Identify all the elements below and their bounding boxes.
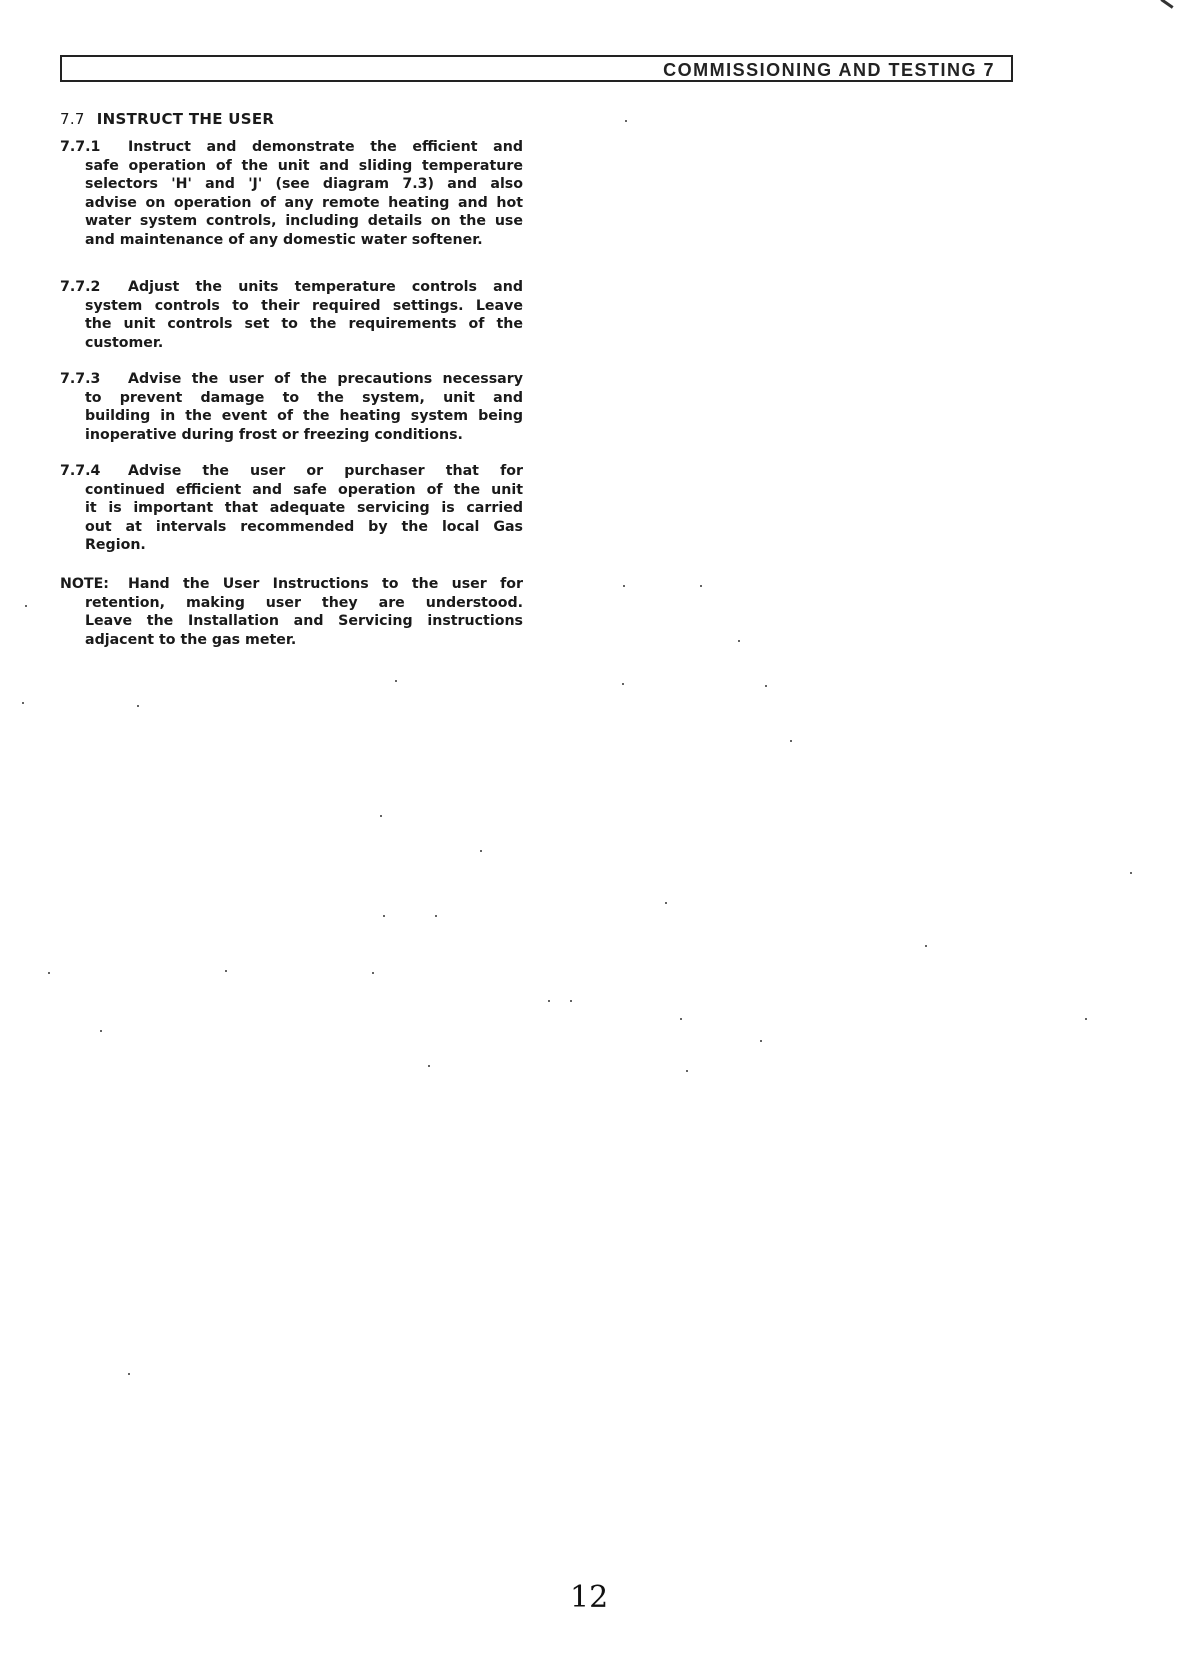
paragraph-line: 7.7.1 Instruct and demonstrate the efficient and: [60, 139, 523, 155]
scan-speck: [790, 740, 792, 742]
scan-speck: [128, 1373, 130, 1375]
paragraph-line: to prevent damage to the system, unit and: [85, 389, 523, 406]
paragraph-line: 7.7.3 Advise the user of the precautions necessary: [60, 371, 523, 387]
page-header-box: [60, 55, 1013, 82]
scan-speck: [623, 585, 625, 587]
scan-speck: [383, 915, 385, 917]
section-heading: [60, 110, 274, 128]
scan-speck: [25, 605, 27, 607]
page-number: 12: [570, 1580, 609, 1615]
paragraph-line: continued efficient and safe operation of the unit: [85, 481, 523, 498]
scan-speck: [665, 902, 667, 904]
note-line: NOTE: Hand the User Instructions to the user for: [60, 576, 523, 592]
note-label: NOTE:: [60, 576, 109, 592]
scan-speck: [686, 1070, 688, 1072]
scan-speck: [548, 1000, 550, 1002]
scan-speck: [48, 972, 50, 974]
scan-speck: [137, 705, 139, 707]
paragraph-7-7-1: [60, 138, 523, 250]
paragraph-number: 7.7.2: [60, 279, 101, 295]
paragraph-7-7-2: [60, 278, 523, 352]
scan-speck: [1085, 1018, 1087, 1020]
paragraph-line: it is important that adequate servicing is carried: [85, 500, 523, 517]
scan-speck: [372, 972, 374, 974]
scan-speck: [22, 702, 24, 704]
scan-speck: [765, 685, 767, 687]
paragraph-line: customer.: [85, 334, 164, 351]
paragraph-line: out at intervals recommended by the local Gas: [85, 518, 523, 535]
paragraph-line: and maintenance of any domestic water softener.: [85, 231, 483, 248]
paragraph-line: selectors 'H' and 'J' (see diagram 7.3) and also: [85, 176, 523, 193]
scan-speck: [700, 585, 702, 587]
scan-speck: [435, 915, 437, 917]
scan-speck: [100, 1030, 102, 1032]
page-header-title: COMMISSIONING AND TESTING 7: [663, 60, 995, 80]
scan-speck: [395, 680, 397, 682]
scan-speck: [738, 640, 740, 642]
paragraph-line: advise on operation of any remote heating and hot: [85, 194, 523, 211]
scan-corner-mark: [1160, 0, 1173, 9]
section-title: INSTRUCT THE USER: [96, 110, 275, 128]
note-line: adjacent to the gas meter.: [85, 631, 297, 648]
scan-speck: [1130, 872, 1132, 874]
note-line: Leave the Installation and Servicing instructions: [85, 613, 523, 630]
paragraph-7-7-3: [60, 370, 523, 444]
paragraph-line: 7.7.4 Advise the user or purchaser that for: [60, 463, 523, 479]
paragraph-line: building in the event of the heating system being: [85, 408, 523, 425]
scan-speck: [625, 120, 627, 122]
paragraph-number: 7.7.3: [60, 371, 101, 387]
scan-speck: [225, 970, 227, 972]
scan-speck: [480, 850, 482, 852]
scan-speck: [760, 1040, 762, 1042]
paragraph-line: system controls to their required settings. Leave: [85, 297, 523, 314]
paragraph-number: 7.7.4: [60, 463, 101, 479]
paragraph-line: inoperative during frost or freezing conditions.: [85, 426, 463, 443]
paragraph-number: 7.7.1: [60, 139, 101, 155]
paragraph-line: 7.7.2 Adjust the units temperature controls and: [60, 279, 523, 295]
paragraph-line: water system controls, including details on the use: [85, 213, 523, 230]
paragraph-line: the unit controls set to the requirements of the: [85, 316, 523, 333]
note-block: [60, 575, 523, 649]
section-number: 7.7: [60, 110, 85, 128]
scan-speck: [380, 815, 382, 817]
scan-speck: [925, 945, 927, 947]
note-line: retention, making user they are understood.: [85, 594, 523, 611]
scan-speck: [570, 1000, 572, 1002]
paragraph-line: Region.: [85, 537, 146, 554]
scan-speck: [622, 683, 624, 685]
scan-speck: [428, 1065, 430, 1067]
paragraph-line: safe operation of the unit and sliding temperature: [85, 157, 523, 174]
scan-speck: [680, 1018, 682, 1020]
paragraph-7-7-4: [60, 462, 523, 555]
